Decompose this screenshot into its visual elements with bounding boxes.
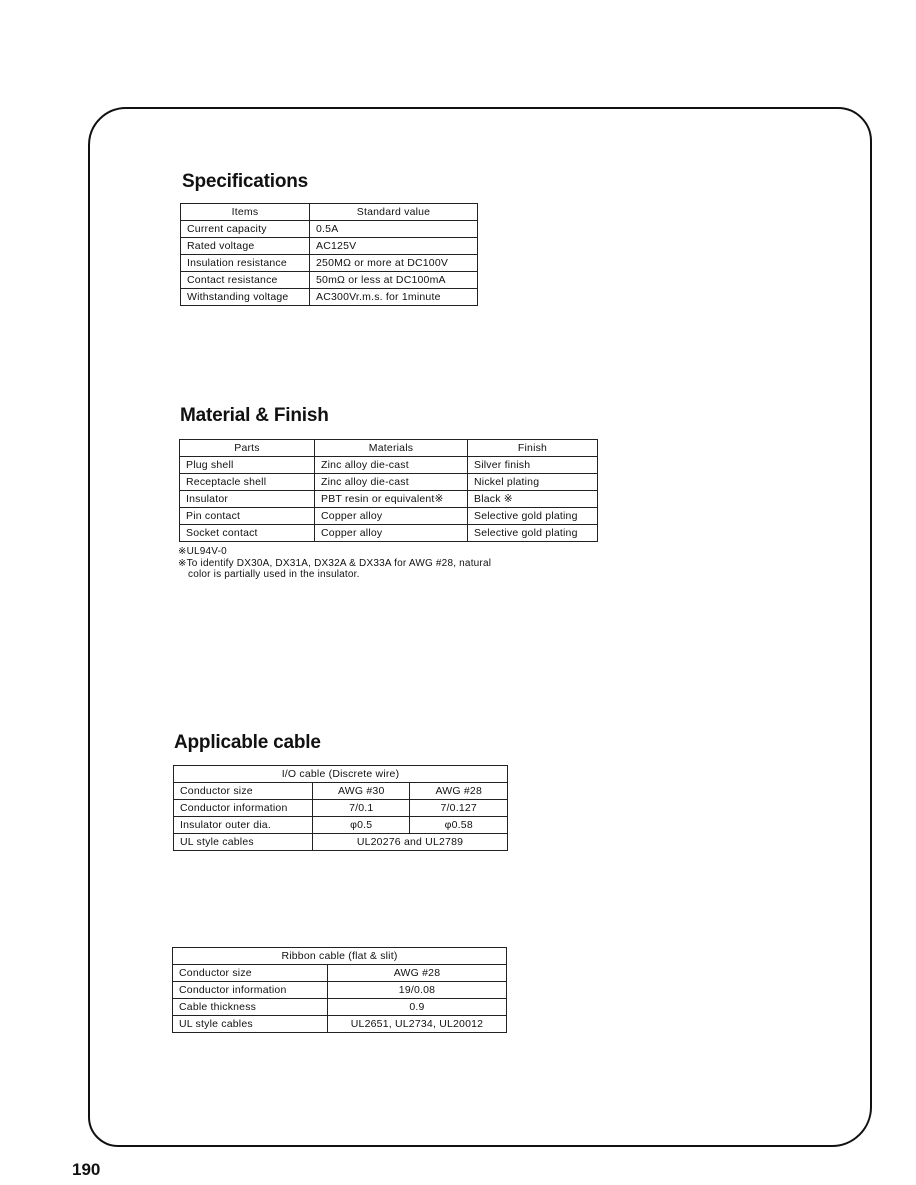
table-row xyxy=(181,238,478,255)
ribbon-cable-table xyxy=(172,947,507,1033)
part-finish: Selective gold plating xyxy=(468,508,598,525)
part-material: PBT resin or equivalent※ xyxy=(315,491,468,508)
material-notes xyxy=(178,546,491,581)
table-row xyxy=(174,783,508,800)
table-row xyxy=(174,834,508,851)
spec-value: 0.5A xyxy=(310,221,478,238)
part-name: Insulator xyxy=(180,491,315,508)
io-cable-table xyxy=(173,765,508,851)
ribbon-item: Cable thickness xyxy=(173,999,328,1016)
table-row xyxy=(180,525,598,542)
part-material: Zinc alloy die-cast xyxy=(315,457,468,474)
specifications-table xyxy=(180,203,478,306)
table-row xyxy=(173,999,507,1016)
part-finish: Silver finish xyxy=(468,457,598,474)
part-material: Copper alloy xyxy=(315,508,468,525)
table-header-row xyxy=(180,440,598,457)
table-header-row xyxy=(174,766,508,783)
part-finish: Selective gold plating xyxy=(468,525,598,542)
table-row xyxy=(173,982,507,999)
ribbon-cable-header: Ribbon cable (flat & slit) xyxy=(173,948,507,965)
ribbon-item: Conductor size xyxy=(173,965,328,982)
table-row xyxy=(180,508,598,525)
table-row xyxy=(181,289,478,306)
cable-value-awg28: φ0.58 xyxy=(410,817,508,834)
specifications-title: Specifications xyxy=(182,171,309,192)
part-name: Pin contact xyxy=(180,508,315,525)
ribbon-value: 19/0.08 xyxy=(328,982,507,999)
cable-value-awg28: 7/0.127 xyxy=(410,800,508,817)
ribbon-value: AWG #28 xyxy=(328,965,507,982)
note-ul94: ※UL94V-0 xyxy=(178,546,227,557)
table-row xyxy=(180,457,598,474)
cable-item: Insulator outer dia. xyxy=(174,817,313,834)
cable-value-awg30: φ0.5 xyxy=(313,817,410,834)
spec-value: 50mΩ or less at DC100mA xyxy=(310,272,478,289)
part-name: Plug shell xyxy=(180,457,315,474)
material-finish-table xyxy=(179,439,598,542)
table-row xyxy=(181,272,478,289)
table-header-row xyxy=(181,204,478,221)
table-row xyxy=(174,800,508,817)
spec-value: AC300Vr.m.s. for 1minute xyxy=(310,289,478,306)
header-items: Items xyxy=(181,204,310,221)
header-finish: Finish xyxy=(468,440,598,457)
part-material: Zinc alloy die-cast xyxy=(315,474,468,491)
spec-value: AC125V xyxy=(310,238,478,255)
table-row xyxy=(181,255,478,272)
part-finish: Nickel plating xyxy=(468,474,598,491)
cable-value-awg30: AWG #30 xyxy=(313,783,410,800)
ribbon-item: UL style cables xyxy=(173,1016,328,1033)
spec-item: Insulation resistance xyxy=(181,255,310,272)
cable-item: UL style cables xyxy=(174,834,313,851)
applicable-cable-title: Applicable cable xyxy=(174,732,321,753)
header-standard-value: Standard value xyxy=(310,204,478,221)
part-material: Copper alloy xyxy=(315,525,468,542)
material-finish-title: Material & Finish xyxy=(180,405,329,426)
spec-item: Current capacity xyxy=(181,221,310,238)
ribbon-value: UL2651, UL2734, UL20012 xyxy=(328,1016,507,1033)
table-row xyxy=(180,491,598,508)
cable-value-awg30: 7/0.1 xyxy=(313,800,410,817)
spec-value: 250MΩ or more at DC100V xyxy=(310,255,478,272)
table-row xyxy=(180,474,598,491)
cable-item: Conductor size xyxy=(174,783,313,800)
part-name: Receptacle shell xyxy=(180,474,315,491)
part-finish: Black ※ xyxy=(468,491,598,508)
table-header-row xyxy=(173,948,507,965)
table-row xyxy=(173,965,507,982)
header-materials: Materials xyxy=(315,440,468,457)
cable-item: Conductor information xyxy=(174,800,313,817)
spec-item: Withstanding voltage xyxy=(181,289,310,306)
table-row xyxy=(181,221,478,238)
page-number: 190 xyxy=(72,1160,101,1179)
cable-value-ul: UL20276 and UL2789 xyxy=(313,834,508,851)
note-identify-cont: color is partially used in the insulator. xyxy=(188,569,360,580)
ribbon-value: 0.9 xyxy=(328,999,507,1016)
io-cable-header: I/O cable (Discrete wire) xyxy=(174,766,508,783)
table-row xyxy=(173,1016,507,1033)
cable-value-awg28: AWG #28 xyxy=(410,783,508,800)
table-row xyxy=(174,817,508,834)
part-name: Socket contact xyxy=(180,525,315,542)
spec-item: Contact resistance xyxy=(181,272,310,289)
note-identify: ※To identify DX30A, DX31A, DX32A & DX33A for AWG #28, natural xyxy=(178,557,492,569)
ribbon-item: Conductor information xyxy=(173,982,328,999)
header-parts: Parts xyxy=(180,440,315,457)
spec-item: Rated voltage xyxy=(181,238,310,255)
